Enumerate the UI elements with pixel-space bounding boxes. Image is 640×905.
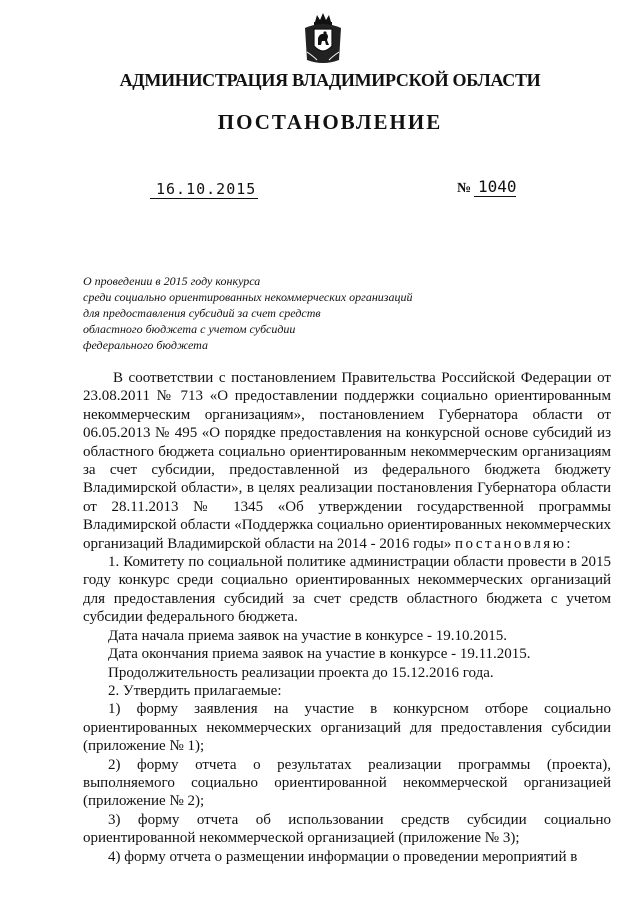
number-underline: [474, 196, 516, 197]
coat-of-arms-icon: [303, 12, 343, 64]
subitem-1-paragraph: 1) форму заявления на участие в конкурсном отборе социально ориентированных некоммерческих организаций для предоставления субсидии (приложение № 1);: [83, 701, 611, 755]
date-underline: [150, 198, 258, 199]
subject-line: федерального бюджета: [83, 338, 208, 352]
document-date: 16.10.2015: [156, 180, 257, 198]
start-date-paragraph: Дата начала приема заявок на участие в конкурсе - 19.10.2015.: [108, 627, 507, 644]
document-body: [83, 369, 611, 866]
subject-line: О проведении в 2015 году конкурса: [83, 274, 261, 288]
organization-title: АДМИНИСТРАЦИЯ ВЛАДИМИРСКОЙ ОБЛАСТИ: [119, 70, 541, 90]
preamble-text: В соответствии с постановлением Правительства Российской Федерации от 23.08.2011 № 713 «О предоставлении поддержки социально ориентированным некоммерческим организациям», постановлением Губернатора области от 06.05.2013 № 495 «О порядке предоставления на конкурсной основе субсидий из областного бюджета социально ориентированным некоммерческим организациям за счет субсидии, предоставленной из федерального бюджета бюджету Владимирской области», в целях реализации постановления Губернатора области от 28.11.2013 № 1345 «Об утверждении государственной программы Владимирской области «Поддержка социально ориентированных некоммерческих организаций Владимирской области на 2014 - 2016 годы»: [83, 370, 611, 552]
item-1-paragraph: 1. Комитету по социальной политике администрации области провести в 2015 году конкурс среди социально ориентированных некоммерческих организаций для предоставления субсидий за счет средств областного бюджета с учетом субсидии федерального бюджета.: [83, 554, 611, 626]
preamble-paragraph: [83, 369, 611, 553]
duration-paragraph: Продолжительность реализации проекта до 15.12.2016 года.: [108, 664, 494, 681]
decree-word: постановляю:: [454, 535, 574, 552]
item-2-paragraph: 2. Утвердить прилагаемые:: [108, 682, 282, 699]
subitem-4-paragraph: 4) форму отчета о размещении информации о проведении мероприятий в: [108, 848, 578, 865]
number-label: №: [457, 181, 472, 196]
document-subject: [83, 273, 503, 353]
subitem-3-paragraph: 3) форму отчета об использовании средств субсидии социально ориентированной некоммерческой организацией (приложение № 3);: [83, 811, 611, 847]
subject-line: для предоставления субсидий за счет средств: [83, 306, 321, 320]
document-type-title: ПОСТАНОВЛЕНИЕ: [217, 110, 443, 134]
document-number: 1040: [478, 177, 517, 196]
subject-line: среди социально ориентированных некоммерческих организаций: [83, 290, 413, 304]
end-date-paragraph: Дата окончания приема заявок на участие в конкурсе - 19.11.2015.: [108, 646, 531, 663]
subitem-2-paragraph: 2) форму отчета о результатах реализации программы (проекта), выполняемого социально ориентированной некоммерческой организацией (приложение № 2);: [83, 756, 611, 810]
subject-line: областного бюджета с учетом субсидии: [83, 322, 296, 336]
